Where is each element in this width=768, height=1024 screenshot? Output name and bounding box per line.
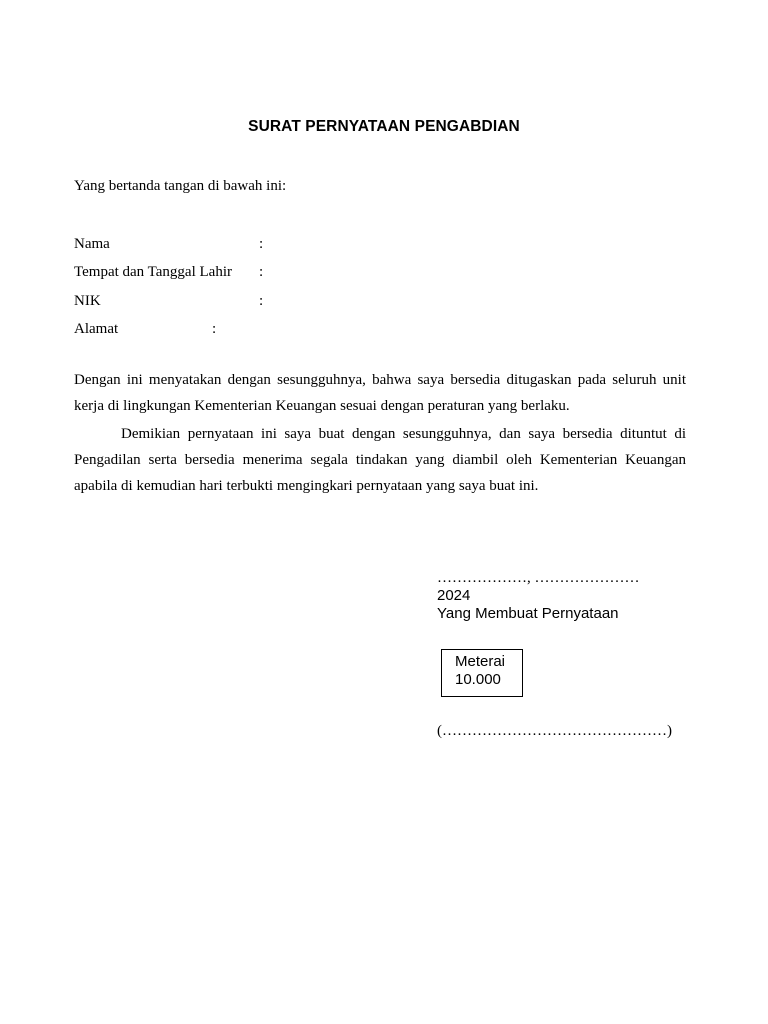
field-colon-alamat: :: [212, 321, 217, 337]
document-title: SURAT PERNYATAAN PENGABDIAN: [248, 118, 520, 135]
statement-line-1: Dengan ini menyatakan dengan sesungguhnya, bahwa saya bersedia ditugaskan pada seluruh unit: [74, 372, 686, 388]
field-label-tempat-tanggal-lahir: Tempat dan Tanggal Lahir: [74, 264, 232, 280]
signature-year: 2024: [437, 587, 471, 604]
field-label-alamat: Alamat: [74, 321, 119, 337]
closing-paragraph: [74, 421, 686, 525]
field-colon-nik: :: [259, 293, 264, 309]
field-label-nama: Nama: [74, 236, 110, 252]
meterai-stamp-box: [441, 649, 523, 697]
closing-line-3: apabila di kemudian hari terbukti mengingkari pernyataan yang saya buat ini.: [74, 478, 539, 494]
intro-text: Yang bertanda tangan di bawah ini:: [74, 178, 287, 194]
signer-name-placeholder: (………………………………………): [437, 723, 672, 739]
stamp-value: 10.000: [455, 671, 501, 688]
closing-line-1: Demikian pernyataan ini saya buat dengan sesungguhnya, dan saya bersedia dituntut di: [121, 426, 686, 442]
place-date-placeholder: ………………, …………………: [437, 570, 640, 586]
signature-maker-label: Yang Membuat Pernyataan: [437, 605, 619, 622]
field-colon-tempat-tanggal-lahir: :: [259, 264, 264, 280]
statement-line-2: kerja di lingkungan Kementerian Keuangan sesuai dengan peraturan yang berlaku.: [74, 398, 570, 414]
field-colon-nama: :: [259, 236, 264, 252]
closing-line-2: Pengadilan serta bersedia menerima segala tindakan yang diambil oleh Kementerian Keuangan: [74, 452, 686, 468]
stamp-label: Meterai: [455, 653, 506, 670]
field-label-nik: NIK: [74, 293, 101, 309]
